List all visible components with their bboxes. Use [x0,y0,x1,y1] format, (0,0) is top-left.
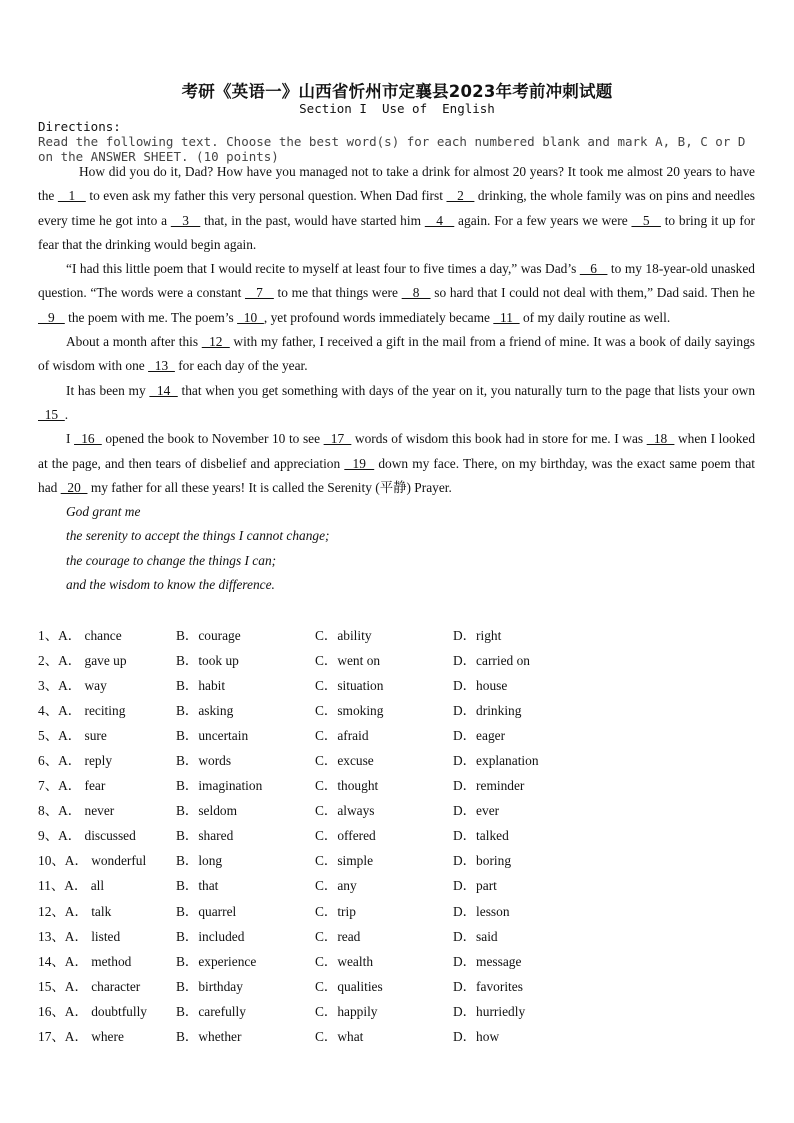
option-b: B．asking [176,703,234,719]
passage-paragraph: How did you do it, Dad? How have you managed not to take a drink for almost 20 years? It took me almost 20 years to have the 1 to even ask my father this very personal question. When Dad first 2 drinking, the whole family was on pins and needles every time he got into a 3 that, in the past, would have started him 4 again. For a few years we were 5 to bring it up for fear that the drinking would begin again. [38,164,755,252]
option-b: B．seldom [176,803,238,819]
question-row [38,972,758,997]
option-b: B．quarrel [176,903,237,919]
option-d: D．how [453,1028,500,1044]
option-a: 2、A． gave up [38,653,127,669]
option-d: D．part [453,878,497,894]
option-d: D．said [453,928,498,944]
option-d: D．right [453,628,502,643]
passage-paragraph: It has been my 14 that when you get something with days of the year on it, you naturally turn to the page that lists your own 15 . [38,382,756,422]
option-d: D．drinking [453,703,522,719]
option-c: C．always [315,803,375,819]
numbered-blank: 17 [323,431,352,447]
numbered-blank: 15 [38,406,65,422]
option-a: 11、A． all [38,878,105,894]
question-row [38,821,758,846]
question-row [38,646,758,671]
option-a: 16、A． doubtfully [38,1003,147,1019]
option-c: C．went on [315,653,381,669]
option-a: 8、A． never [38,803,115,819]
numbered-blank: 18 [646,431,675,447]
option-a: 9、A． discussed [38,828,136,844]
option-a: 1、A． chance [38,628,122,643]
directions-text: Read the following text. Choose the best word(s) for each numbered blank and mark A, B, C or D on the ANSWER SHEET. (10 points) [38,134,746,164]
option-a: 5、A． sure [38,728,107,744]
option-b: B．habit [176,678,226,694]
question-row [38,922,758,947]
directions-label: Directions: [38,119,121,134]
question-row [38,1022,758,1047]
option-c: C．afraid [315,728,369,744]
option-a: 4、A． reciting [38,703,126,719]
page-title: 考研《英语一》山西省忻州市定襄县2023年考前冲刺试题 [181,82,613,101]
option-d: D．hurriedly [453,1003,526,1019]
option-b: B．carefully [176,1003,246,1019]
option-c: C．ability [315,628,372,643]
answer-options [38,621,758,1047]
option-c: C．wealth [315,953,374,969]
option-b: B．courage [176,628,241,643]
option-b: B．long [176,853,223,869]
option-b: B．shared [176,828,234,844]
poem-line: the serenity to accept the things I cannot change; [66,528,330,544]
numbered-blank: 12 [201,334,230,350]
numbered-blank: 9 [38,309,65,325]
numbered-blank: 7 [244,285,274,301]
option-a: 6、A． reply [38,753,113,769]
question-row [38,871,758,896]
numbered-blank: 11 [493,309,520,325]
option-b: B．that [176,878,219,894]
option-b: B．uncertain [176,728,249,744]
option-b: B．birthday [176,978,243,994]
numbered-blank: 20 [60,479,88,495]
passage-paragraph: I 16 opened the book to November 10 to see 17 words of wisdom this book had in store for me. I was 18 when I looked at the page, and then tears of disbelief and appreciation 19 down my face. There, on my birthday, was the exact same poem that had 20 my father for all these years! It is called the Serenity (平静) Prayer. [38,431,756,495]
numbered-blank: 13 [148,358,175,374]
option-a: 13、A． listed [38,928,121,944]
option-c: C．situation [315,678,384,694]
numbered-blank: 10 [237,309,264,325]
option-d: D．house [453,678,508,694]
option-b: B．imagination [176,778,263,794]
numbered-blank: 5 [631,212,661,228]
option-d: D．lesson [453,903,510,919]
option-a: 12、A． talk [38,903,112,919]
numbered-blank: 1 [57,188,86,204]
directions-block [38,119,758,164]
option-a: 14、A． method [38,953,132,969]
option-a: 10、A． wonderful [38,853,147,869]
numbered-blank: 19 [344,455,375,471]
option-b: B．whether [176,1028,242,1044]
question-row [38,671,758,696]
option-b: B．experience [176,953,257,969]
option-d: D．carried on [453,653,530,669]
question-row [38,846,758,871]
option-c: C．thought [315,778,379,794]
option-a: 3、A． way [38,678,107,694]
option-b: B．took up [176,653,239,669]
numbered-blank: 2 [446,188,475,204]
option-c: C．offered [315,828,376,844]
question-row [38,721,758,746]
option-c: C．read [315,928,361,944]
poem-line: the courage to change the things I can; [66,552,277,568]
option-a: 7、A． fear [38,778,106,794]
numbered-blank: 6 [579,261,608,277]
option-c: C．qualities [315,978,383,994]
option-d: D．message [453,953,522,969]
cloze-passage [38,160,755,597]
numbered-blank: 8 [401,285,431,301]
passage-paragraph: “I had this little poem that I would recite to myself at least four to five times a day,” was Dad’s 6 to my 18-year-old unasked question. “The words were a constant 7 to me that things were 8 so hard that I could not deal with them,” Dad said. Then he 9 the poem with me. The poem’s 10 , yet profound words immediately became 11 of my daily routine as well. [38,261,755,325]
question-row [38,696,758,721]
question-row [38,947,758,972]
option-d: D．boring [453,853,512,869]
option-b: B．words [176,753,232,769]
option-a: 15、A． character [38,978,141,994]
question-row [38,621,758,646]
option-c: C．smoking [315,703,384,719]
option-d: D．talked [453,828,509,844]
option-d: D．explanation [453,753,539,769]
section-heading: Section I Use of English [299,101,495,116]
option-d: D．eager [453,728,506,744]
option-c: C．any [315,878,357,894]
passage-paragraph: About a month after this 12 with my father, I received a gift in the mail from a friend of mine. It was a book of daily sayings of wisdom with one 13 for each day of the year. [38,334,755,374]
question-row [38,997,758,1022]
option-c: C．simple [315,853,374,869]
option-d: D．ever [453,803,500,819]
option-d: D．reminder [453,778,525,794]
question-row [38,897,758,922]
poem-line: God grant me [66,504,141,520]
numbered-blank: 16 [74,431,102,447]
option-a: 17、A． where [38,1028,124,1044]
numbered-blank: 3 [170,212,201,228]
option-c: C．happily [315,1003,378,1019]
option-c: C．excuse [315,753,374,769]
option-d: D．favorites [453,978,523,994]
question-row [38,746,758,771]
question-row [38,771,758,796]
question-row [38,796,758,821]
numbered-blank: 14 [149,382,178,398]
option-b: B．included [176,928,245,944]
option-c: C．trip [315,903,356,919]
numbered-blank: 4 [424,212,455,228]
option-c: C．what [315,1028,364,1044]
poem-line: and the wisdom to know the difference. [66,577,275,593]
